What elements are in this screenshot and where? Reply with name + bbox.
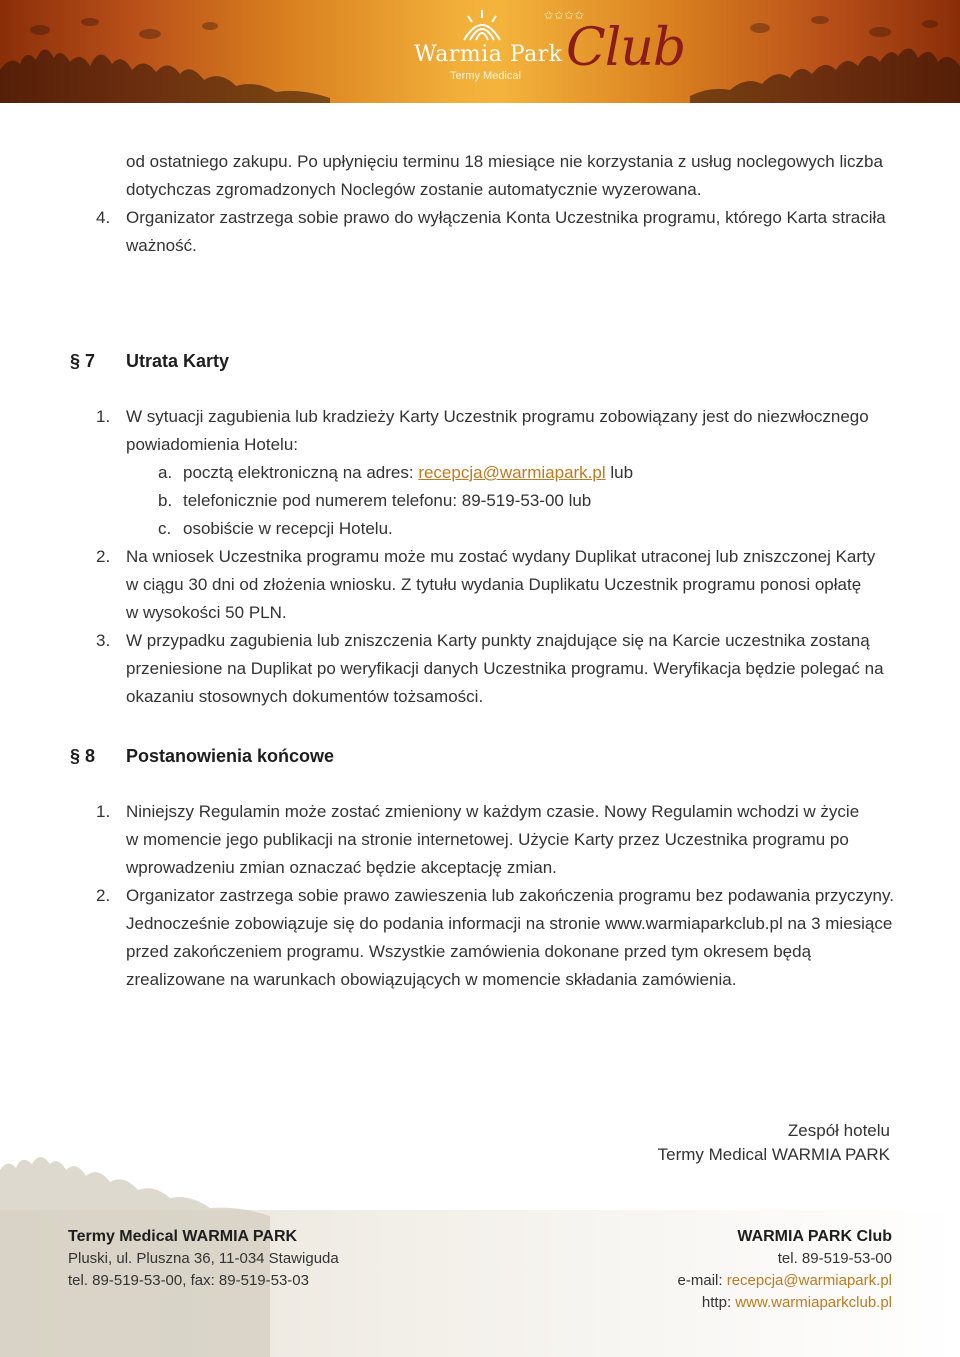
intro-line: od ostatniego zakupu. Po upłynięciu terminu 18 miesiące nie korzystania z usług noclegowych liczba [126,152,883,171]
sublist-letter: c. [158,519,172,538]
section-symbol: § 8 [70,746,96,766]
list-item-text: przeniesione na Duplikat po weryfikacji danych Uczestnika programu. Weryfikacja będzie polegać na [126,659,884,678]
rating-stars: ✩✩✩✩ [544,9,585,22]
footer-right [678,1226,892,1314]
signature-line: Zespół hotelu [787,1121,890,1140]
list-item-text: Na wniosek Uczestnika programu może mu zostać wydany Duplikat utraconej lub zniszczonej Karty [126,547,876,566]
footer-email-label: e-mail: [677,1272,727,1289]
header-banner [0,0,960,103]
list-number: 2. [96,886,111,905]
footer-left-title: Termy Medical WARMIA PARK [68,1228,298,1245]
list-item-text: W przypadku zagubienia lub zniszczenia Karty punkty znajdujące się na Karcie uczestnika zostaną [126,631,870,650]
list-item-text: ważność. [126,236,197,255]
list-item-text: w wysokości 50 PLN. [126,603,287,622]
list-number: 1. [96,802,111,821]
footer-right-title: WARMIA PARK Club [737,1228,892,1245]
signature-line: Termy Medical WARMIA PARK [657,1145,890,1164]
footer-email-link[interactable]: recepcja@warmiapark.pl [726,1272,892,1289]
sublist-item: pocztą elektroniczną na adres: recepcja@warmiapark.pl lub [183,463,634,482]
footer-phone: tel. 89-519-53-00 [777,1250,892,1267]
sublist-item: osobiście w recepcji Hotelu. [183,519,393,538]
email-link[interactable]: recepcja@warmiapark.pl [418,463,606,482]
footer-phone-fax: tel. 89-519-53-00, fax: 89-519-53-03 [68,1272,309,1289]
list-item-text: wprowadzeniu zmian oznaczać będzie akceptację zmian. [126,858,557,877]
sun-logo-icon [460,8,504,42]
section-title: Utrata Karty [126,351,230,371]
footer-left [68,1226,339,1292]
logo-subtitle: Termy Medical [450,70,521,82]
footer-address: Pluski, ul. Pluszna 36, 11-034 Stawiguda [68,1250,339,1267]
sublist-item: telefonicznie pod numerem telefonu: 89-519-53-00 lub [183,491,592,510]
list-item-text: przed zakończeniem programu. Wszystkie zamówienia dokonane przed tym okresem będą [126,942,812,961]
list-item-text: Jednocześnie zobowiązuje się do podania informacji na stronie www.warmiaparkclub.pl na 3 miesiące [126,914,893,933]
intro-line: dotychczas zgromadzonych Noclegów zostanie automatycznie wyzerowana. [126,180,702,199]
list-number: 1. [96,407,111,426]
logo-title: Warmia Park [414,42,563,67]
list-item-text: w ciągu 30 dni od złożenia wniosku. Z tytułu wydania Duplikatu Uczestnik programu ponosi opłatę [126,575,862,594]
list-item-text: powiadomienia Hotelu: [126,435,298,454]
logo-club: Club [566,18,686,78]
sublist-letter: a. [158,463,173,482]
list-item-text: Organizator zastrzega sobie prawo do wyłączenia Konta Uczestnika programu, którego Karta straciła [126,208,886,227]
list-item-text: zrealizowane na warunkach obowiązujących w momencie składania zamówienia. [126,970,737,989]
list-item-text: okazaniu stosownych dokumentów tożsamości. [126,687,484,706]
list-number: 2. [96,547,111,566]
section-title: Postanowienia końcowe [126,746,335,766]
sublist-letter: b. [158,491,173,510]
footer-http-label: http: [701,1294,736,1311]
list-item-text: Niniejszy Regulamin może zostać zmieniony w każdym czasie. Nowy Regulamin wchodzi w życie [126,802,860,821]
list-number: 4. [96,208,111,227]
list-item-text: Organizator zastrzega sobie prawo zawieszenia lub zakończenia programu bez podawania przyczyny. [126,886,894,905]
list-item-text: W sytuacji zagubienia lub kradzieży Karty Uczestnik programu zobowiązany jest do niezwłocznego [126,407,869,426]
list-number: 3. [96,631,111,650]
footer-website-link[interactable]: www.warmiaparkclub.pl [735,1294,892,1311]
brand-logo [410,6,686,98]
section-symbol: § 7 [70,351,96,371]
list-item-text: w momencie jego publikacji na stronie internetowej. Użycie Karty przez Uczestnika programu po [126,830,849,849]
